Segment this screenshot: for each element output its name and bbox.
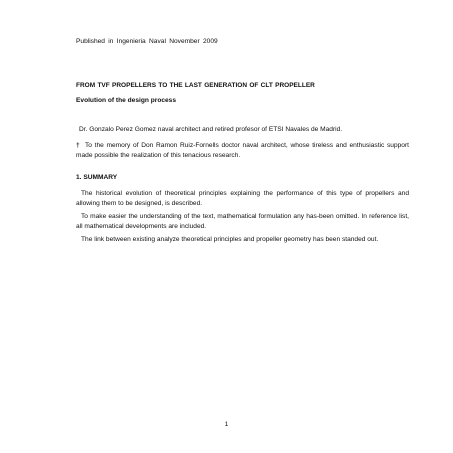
memoriam-paragraph — [76, 141, 409, 160]
memoriam-text: To the memory of Don Ramon Ruiz-Fornells doctor naval architect, whose tireless and enthusiastic support made possible the realization of this tenacious research. — [76, 142, 409, 159]
section-heading-summary: 1. SUMMARY — [76, 174, 118, 181]
dagger-symbol: † — [76, 142, 80, 149]
summary-paragraph-1 — [76, 189, 409, 208]
publication-note: Published in Ingenieria Naval November 2009 — [76, 38, 218, 45]
summary-paragraph-1-text: The historical evolution of theoretical principles explaining the performance of this type of propellers and allowing them to be designed, is described. — [76, 190, 409, 207]
summary-paragraph-2 — [76, 212, 409, 231]
summary-paragraph-2-text: To make easier the understanding of the text, mathematical formulation any has-been omitted. In reference list, all mathematical developments are included. — [76, 213, 409, 230]
page-number: 1 — [224, 421, 229, 428]
paper-subtitle: Evolution of the design process — [76, 97, 177, 104]
author-line: Dr. Gonzalo Perez Gomez naval architect and retired profesor of ETSI Navales de Madrid. — [79, 126, 343, 133]
paper-title: FROM TVF PROPELLERS TO THE LAST GENERATION OF CLT PROPELLER — [76, 82, 315, 89]
summary-paragraph-3-text: The link between existing analyze theoretical principles and propeller geometry has been standed out. — [81, 236, 379, 243]
summary-paragraph-3 — [76, 235, 409, 245]
